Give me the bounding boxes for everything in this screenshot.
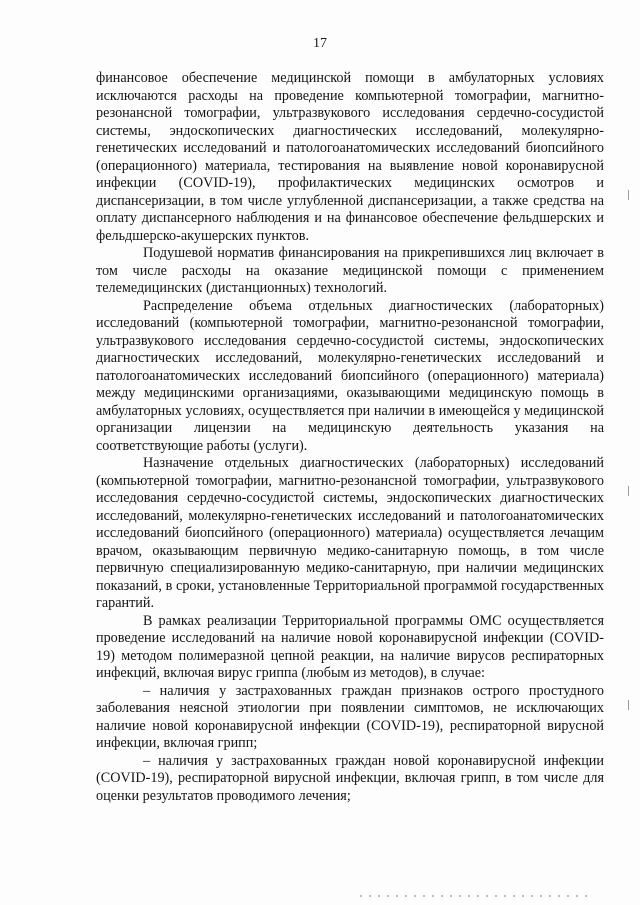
paragraph-4: Назначение отдельных диагностических (лабораторных) исследований (компьютерной томографии, магнитно-резонансной томографии, ультразвукового исследования сердечно-сосудистой системы, эндоскопических диагностических исследований, молекулярно-генетических исследований и патологоанатомических исследований биопсийного (операционного) материала) осуществляется лечащим врачом, оказывающим первичную медико-санитарную помощь, в том числе первичную специализированную медико-санитарную, при наличии медицинских показаний, в сроки, установленные Территориальной программой государственных гарантий. <box>96 455 604 611</box>
paragraph-1: финансовое обеспечение медицинской помощи в амбулаторных условиях исключаются расходы на проведение компьютерной томографии, магнитно-резонансной томографии, ультразвукового исследования сердечно-сосудистой системы, эндоскопических диагностических исследований, молекулярно-генетических исследований и патологоанатомических исследований биопсийного (операционного) материала, тестирования на выявление новой коронавирусной инфекции (COVID-19), профилактических медицинских осмотров и диспансеризации, в том числе углубленной диспансеризации, а также средства на оплату диспансерного наблюдения и на финансовое обеспечение фельдшерских и фельдшерско-акушерских пунктов. <box>96 70 604 244</box>
paragraph-3: Распределение объема отдельных диагностических (лабораторных) исследований (компьютерной томографии, магнитно-резонансной томографии, ультразвукового исследования сердечно-сосудистой системы, эндоскопических диагностических исследований, молекулярно-генетических исследований и патологоанатомических исследований биопсийного (операционного) материала) между медицинскими организациями, оказывающими медицинскую помощь в амбулаторных условиях, осуществляется при наличии в имеющейся у медицинской организации лицензии на медицинскую деятельность указания на соответствующие работы (услуги). <box>96 297 604 454</box>
scan-artifact-mark <box>628 700 629 710</box>
paragraph-2: Подушевой норматив финансирования на прикрепившихся лиц включает в том числе расходы на оказание медицинской помощи с применением телемедицинских (дистанционных) технологий. <box>96 245 604 296</box>
document-body <box>96 70 604 805</box>
scan-artifact-dots <box>360 895 590 897</box>
page-number: 17 <box>313 36 327 51</box>
paragraph-5: В рамках реализации Территориальной программы ОМС осуществляется проведение исследований на наличие новой коронавирусной инфекции (COVID-19) методом полимеразной цепной реакции, на наличие вирусов респираторных инфекций, включая вирус гриппа (любым из методов), в случае: <box>96 612 604 681</box>
list-item-2: – наличия у застрахованных граждан новой коронавирусной инфекции (COVID-19), респираторной вирусной инфекции, включая грипп, в том числе для оценки результатов проводимого лечения; <box>96 752 604 804</box>
list-item-1: – наличия у застрахованных граждан признаков острого простудного заболевания неясной этиологии при появлении симптомов, не исключающих наличие новой коронавирусной инфекции (COVID-19), респираторной вирусной инфекции, включая грипп; <box>96 682 604 751</box>
scan-artifact-mark <box>628 190 629 200</box>
scan-artifact-mark <box>628 486 629 496</box>
